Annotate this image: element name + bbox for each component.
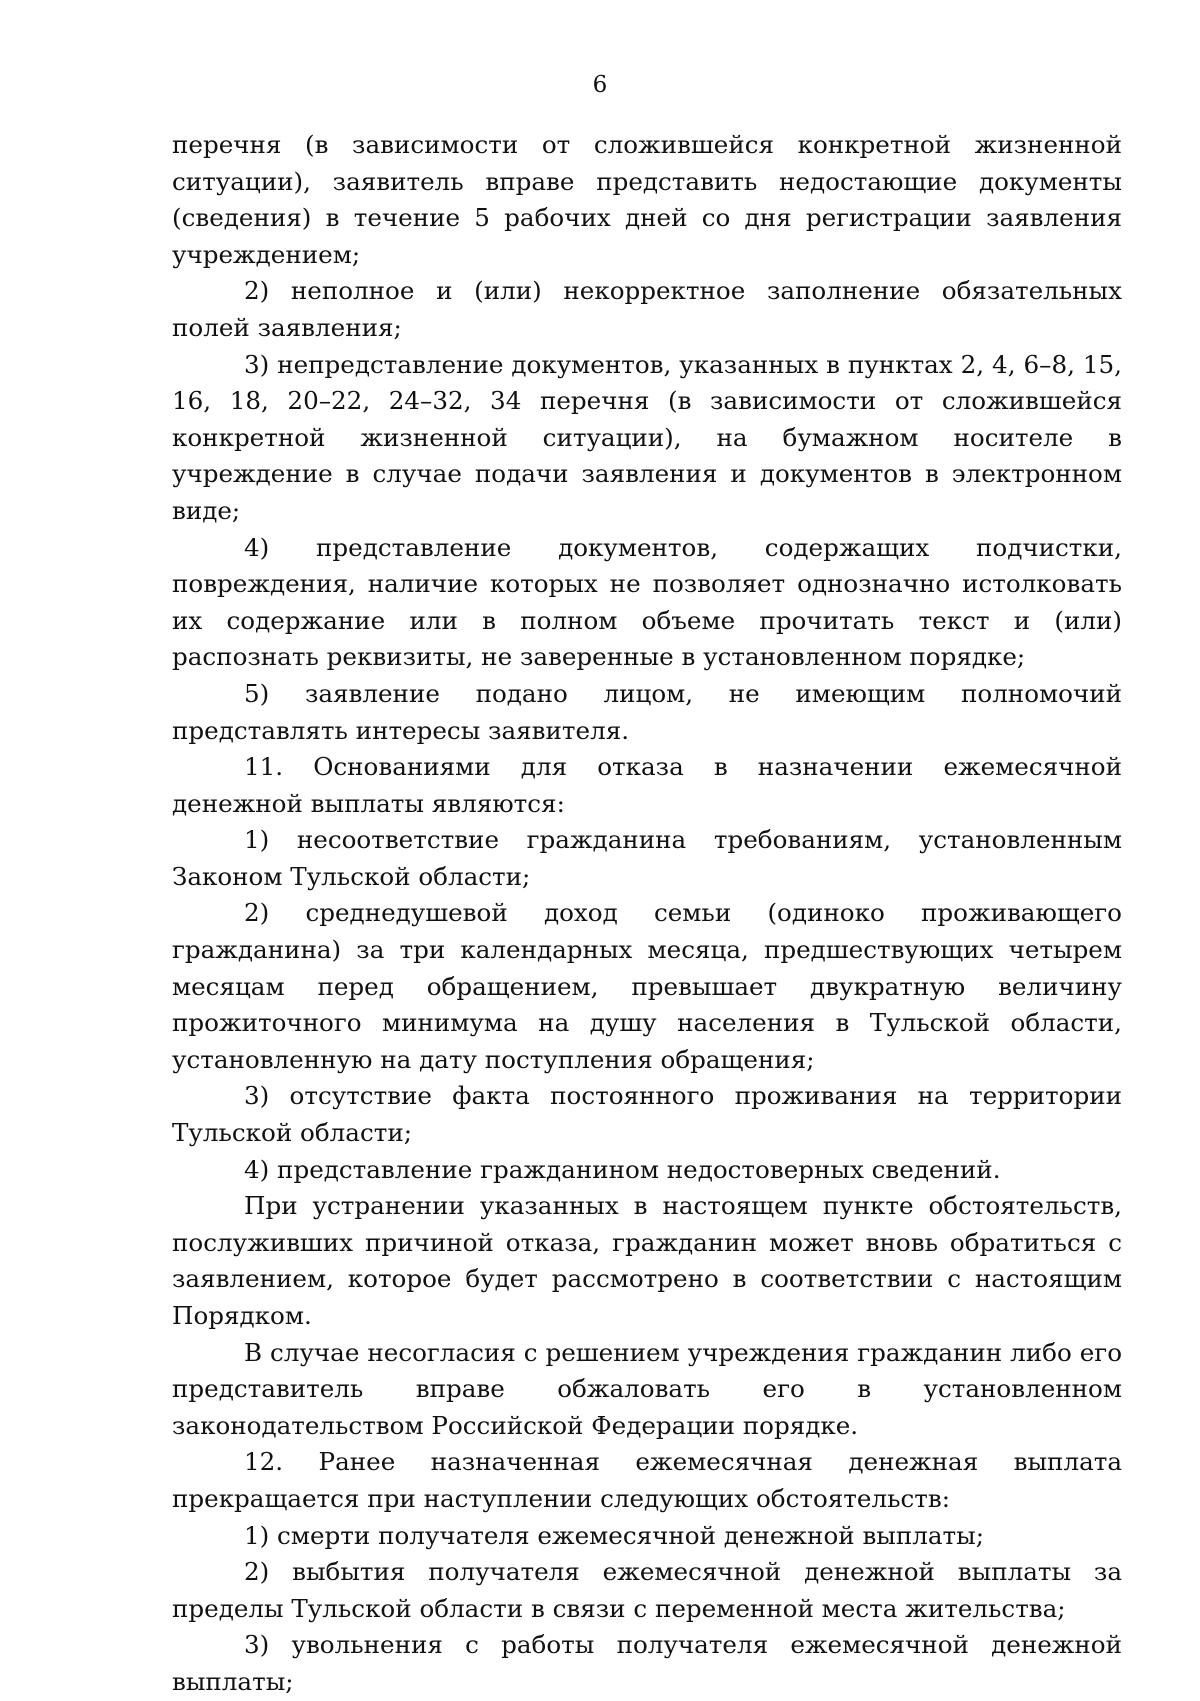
paragraph-continuation: перечня (в зависимости от сложившейся конкретной жизненной ситуации), заявитель вправе представить недостающие документы (сведения) в течение 5 рабочих дней со дня регистрации заявления учреждением; <box>172 130 1122 269</box>
paragraph-section-12-heading: 12. Ранее назначенная ежемесячная денежная выплата прекращается при наступлении следующих обстоятельств: <box>172 1447 1122 1513</box>
paragraph-section-11-item-3: 3) отсутствие факта постоянного проживания на территории Тульской области; <box>172 1081 1122 1148</box>
paragraph-item-3-documents-not-submitted: 3) непредставление документов, указанных в пунктах 2, 4, 6–8, 15, 16, 18, 20–22, 24–32, 34 перечня (в зависимости от сложившейся конкретной жизненной ситуации), на бумажном носителе в учреждение в случае подачи заявления и документов в электронном виде; <box>172 349 1122 525</box>
paragraph-reapply-note: При устранении указанных в настоящем пункте обстоятельств, послуживших причиной отказа, гражданин может вновь обратиться с заявлением, которое будет рассмотрено в соответствии с настоящим Порядком. <box>172 1191 1122 1330</box>
paragraph-item-2-incomplete-fields: 2) неполное и (или) некорректное заполнение обязательных полей заявления; <box>172 276 1122 342</box>
paragraph-section-11-item-4: 4) представление гражданином недостоверных сведений. <box>244 1154 1001 1184</box>
paragraph-section-11-heading: 11. Основаниями для отказа в назначении ежемесячной денежной выплаты являются: <box>172 752 1122 818</box>
paragraph-appeal-note: В случае несогласия с решением учреждения гражданин либо его представитель вправе обжаловать его в установленном законодательством Российской Федерации порядке. <box>172 1337 1122 1440</box>
paragraph-item-5-unauthorized-person: 5) заявление подано лицом, не имеющим полномочий представлять интересы заявителя. <box>172 678 1122 745</box>
paragraph-section-12-item-2: 2) выбытия получателя ежемесячной денежной выплаты за пределы Тульской области в связи с переменной места жительства; <box>172 1557 1122 1623</box>
paragraph-item-4-damaged-documents: 4) представление документов, содержащих подчистки, повреждения, наличие которых не позволяет однозначно истолковать их содержание или в полном объеме прочитать текст и (или) распознать реквизиты, не заверенные в установленном порядке; <box>172 532 1122 672</box>
document-body <box>172 127 1122 1701</box>
paragraph-section-11-item-1: 1) несоответствие гражданина требованиям, установленным Законом Тульской области; <box>172 825 1122 891</box>
paragraph-section-12-item-3: 3) увольнения с работы получателя ежемесячной денежной выплаты; <box>172 1630 1122 1696</box>
page-number: 6 <box>592 72 608 98</box>
paragraph-section-11-item-2: 2) среднедушевой доход семьи (одиноко проживающего гражданина) за три календарных месяца, предшествующих четырем месяцам перед обращением, превышает двукратную величину прожиточного минимума на душу населения в Тульской области, установленную на дату поступления обращения; <box>172 898 1122 1074</box>
paragraph-section-12-item-1: 1) смерти получателя ежемесячной денежной выплаты; <box>244 1520 985 1550</box>
